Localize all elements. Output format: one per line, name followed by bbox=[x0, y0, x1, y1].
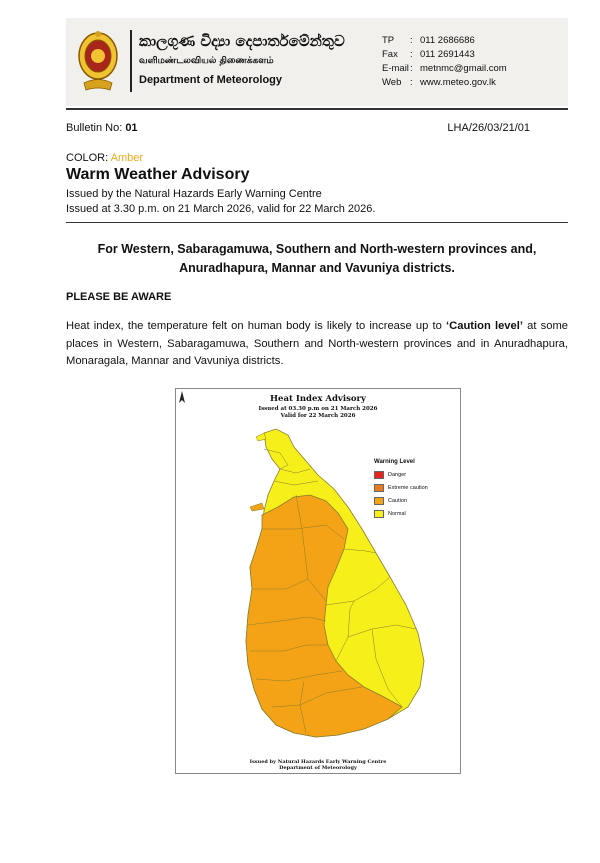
jaffna-islands bbox=[256, 433, 266, 441]
advisory-title: Warm Weather Advisory bbox=[66, 166, 250, 183]
contact-key: E-mail bbox=[382, 63, 409, 74]
legend-swatch bbox=[374, 497, 384, 505]
contact-row-web: Web : www.meteo.gov.lk bbox=[382, 77, 496, 88]
notice-text-end: at some places in Western, Sabaragamuwa, Southern and North-western provinces and in Anuradhapura, Monaragala, Mannar and Vavuniya districts. bbox=[66, 320, 569, 367]
heat-index-map bbox=[175, 388, 461, 774]
contact-value: www.meteo.gov.lk bbox=[420, 77, 496, 88]
contact-value: 011 2686686 bbox=[420, 35, 475, 46]
legend-label: Normal bbox=[388, 510, 406, 517]
contact-value: 011 2691443 bbox=[420, 49, 475, 60]
map-footer-department: Department of Meteorology bbox=[279, 765, 357, 771]
contact-details bbox=[382, 34, 507, 90]
section-divider bbox=[66, 222, 568, 223]
legend-item-normal bbox=[374, 507, 456, 520]
issued-by: Issued by the Natural Hazards Early Warning Centre bbox=[66, 188, 322, 200]
legend-label: Danger bbox=[388, 471, 407, 478]
map-issued: Issued at 03.30 p.m on 21 March 2026 bbox=[258, 406, 378, 412]
contact-row-fax: Fax : 011 2691443 bbox=[382, 49, 475, 60]
bulletin-value: 01 bbox=[125, 122, 138, 134]
affected-areas-line2: Anuradhapura, Mannar and Vavuniya districts. bbox=[179, 261, 455, 275]
map-legend bbox=[374, 459, 456, 520]
legend-item-extreme-caution bbox=[374, 481, 456, 494]
legend-item-danger bbox=[374, 468, 456, 481]
map-footer-issuer: Issued by Natural Hazards Early Warning Centre bbox=[249, 759, 387, 765]
legend-item-caution bbox=[374, 494, 456, 507]
letterhead bbox=[66, 18, 568, 106]
legend-swatch bbox=[374, 471, 384, 479]
affected-areas-line1: For Western, Sabaragamuwa, Southern and North-western provinces and, bbox=[97, 242, 537, 256]
org-name-tamil: வளிமண்டலவியல் திணைக்களம் bbox=[139, 56, 274, 66]
legend-swatch bbox=[374, 510, 384, 518]
map-title: Heat Index Advisory bbox=[270, 394, 366, 404]
notice-text bbox=[66, 318, 568, 371]
advisory-color bbox=[66, 152, 143, 164]
header-rule bbox=[66, 108, 568, 110]
sri-lanka-map bbox=[176, 389, 462, 775]
legend-label: Caution bbox=[388, 497, 407, 504]
contact-value: metnmc@gmail.com bbox=[420, 63, 507, 74]
color-value: Amber bbox=[110, 152, 144, 164]
contact-row-tp: TP : 011 2686686 bbox=[382, 35, 475, 46]
contact-key: Web bbox=[382, 77, 402, 88]
org-name-sinhala: කාලගුණ විද්‍යා දෙපාර්තමේන්තුව bbox=[139, 32, 345, 50]
bulletin-label: Bulletin No: bbox=[66, 122, 126, 134]
notice-heading: PLEASE BE AWARE bbox=[66, 291, 172, 303]
mannar-island bbox=[250, 503, 264, 511]
north-arrow-icon bbox=[176, 389, 188, 407]
contact-row-email: E-mail : metnmc@gmail.com bbox=[382, 63, 507, 74]
color-label: COLOR: bbox=[66, 152, 111, 164]
affected-areas bbox=[66, 240, 568, 278]
notice-caution-level: ‘Caution level’ bbox=[446, 320, 523, 332]
org-name-english: Department of Meteorology bbox=[139, 74, 283, 86]
contact-key: TP bbox=[382, 35, 395, 46]
map-valid: Valid for 22 March 2026 bbox=[280, 413, 356, 419]
bulletin-reference: LHA/26/03/21/01 bbox=[447, 122, 530, 134]
legend-label: Extreme caution bbox=[388, 484, 428, 491]
contact-key: Fax bbox=[382, 49, 398, 60]
notice-text-start: Heat index, the temperature felt on human body is likely to increase up to bbox=[66, 320, 447, 332]
bulletin-number bbox=[66, 122, 138, 134]
issued-at: Issued at 3.30 p.m. on 21 March 2026, valid for 22 March 2026. bbox=[66, 203, 376, 215]
legend-swatch bbox=[374, 484, 384, 492]
sri-lanka-emblem-icon bbox=[76, 28, 120, 94]
legend-title: Warning Level bbox=[374, 459, 415, 465]
header-divider bbox=[130, 30, 132, 92]
